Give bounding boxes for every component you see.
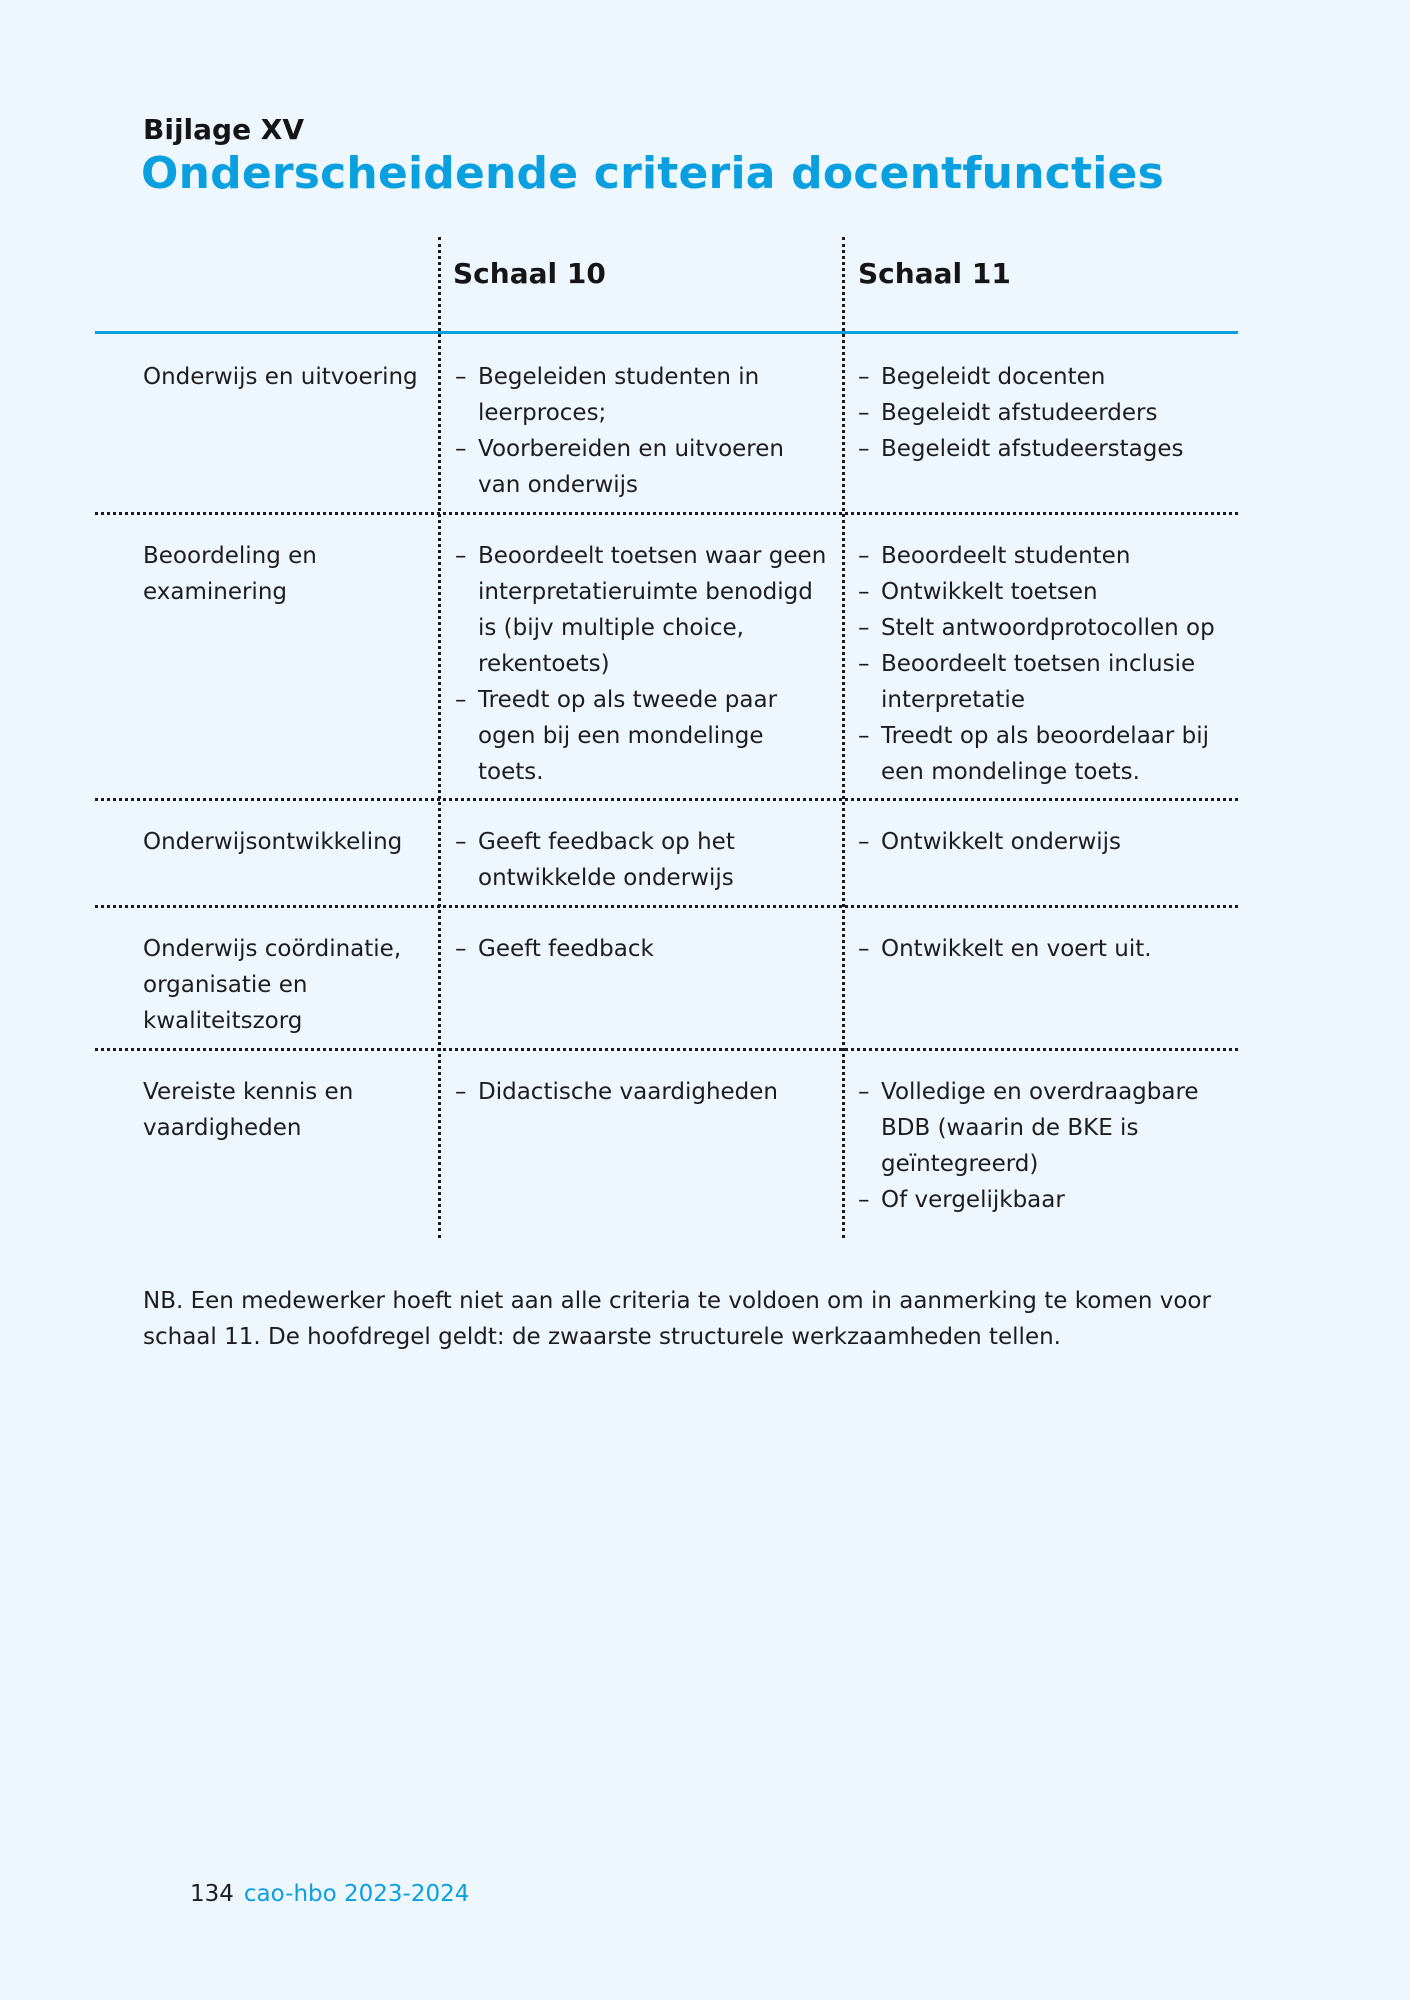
row-label: Onderwijs coördinatie, organisatie en kwaliteitszorg	[143, 936, 402, 1034]
list-item: – Begeleidt afstudeerders	[858, 395, 1238, 431]
list-item: – Geeft feedback	[455, 931, 833, 967]
list-item: – Volledige en overdraagbare BDB (waarin de BKE is geïntegreerd)	[858, 1074, 1238, 1182]
list-item: – Geeft feedback op het ontwikkelde onderwijs	[455, 824, 833, 896]
row-label: Onderwijs en uitvoering	[143, 364, 418, 390]
row-label: Onderwijsontwikkeling	[143, 829, 403, 855]
criteria-table	[95, 237, 1238, 1238]
list-item: – Treedt op als beoordelaar bij een mondelinge toets.	[858, 718, 1238, 790]
schaal-11-cell	[858, 359, 1238, 467]
row-divider	[95, 1048, 1238, 1051]
column-divider	[438, 237, 441, 1238]
page-title: Onderscheidende criteria docentfuncties	[141, 148, 1164, 199]
row-label: Beoordeling en examinering	[143, 543, 317, 605]
schaal-11-cell	[858, 824, 1238, 860]
list-item: – Begeleidt afstudeerstages	[858, 431, 1238, 467]
column-divider	[842, 237, 845, 1238]
list-item: – Ontwikkelt en voert uit.	[858, 931, 1238, 967]
schaal-11-cell	[858, 1074, 1238, 1218]
list-item: – Ontwikkelt onderwijs	[858, 824, 1238, 860]
appendix-label: Bijlage XV	[143, 113, 305, 146]
row-divider	[95, 798, 1238, 801]
list-item: – Didactische vaardigheden	[455, 1074, 833, 1110]
publication-name: cao-hbo 2023-2024	[243, 1881, 470, 1907]
row-divider	[95, 905, 1238, 908]
schaal-10-cell	[455, 359, 833, 503]
page-footer	[190, 1881, 469, 1907]
row-divider	[95, 512, 1238, 515]
list-item: – Beoordeelt toetsen waar geen interpretatieruimte benodigd is (bijv multiple choice, rekentoets)	[455, 538, 833, 682]
list-item: – Voorbereiden en uitvoeren van onderwijs	[455, 431, 833, 503]
list-item: – Begeleidt docenten	[858, 359, 1238, 395]
column-header-schaal-10: Schaal 10	[453, 257, 606, 290]
header-rule	[95, 331, 1238, 334]
page-number: 134	[190, 1881, 234, 1907]
schaal-10-cell	[455, 538, 833, 790]
list-item: – Of vergelijkbaar	[858, 1182, 1238, 1218]
column-header-schaal-11: Schaal 11	[858, 257, 1011, 290]
list-item: – Stelt antwoordprotocollen op	[858, 610, 1238, 646]
list-item: – Beoordeelt toetsen inclusie interpretatie	[858, 646, 1238, 718]
list-item: – Ontwikkelt toetsen	[858, 574, 1238, 610]
list-item: – Treedt op als tweede paar ogen bij een mondelinge toets.	[455, 682, 833, 790]
row-label: Vereiste kennis en vaardigheden	[143, 1079, 354, 1141]
list-item: – Begeleiden studenten in leerproces;	[455, 359, 833, 431]
schaal-10-cell	[455, 931, 833, 967]
schaal-10-cell	[455, 1074, 833, 1110]
schaal-11-cell	[858, 931, 1238, 967]
schaal-11-cell	[858, 538, 1238, 790]
schaal-10-cell	[455, 824, 833, 896]
footnote: NB. Een medewerker hoeft niet aan alle criteria te voldoen om in aanmerking te komen voor schaal 11. De hoofdregel geldt: de zwaarste structurele werkzaamheden tellen.	[143, 1288, 1211, 1350]
list-item: – Beoordeelt studenten	[858, 538, 1238, 574]
